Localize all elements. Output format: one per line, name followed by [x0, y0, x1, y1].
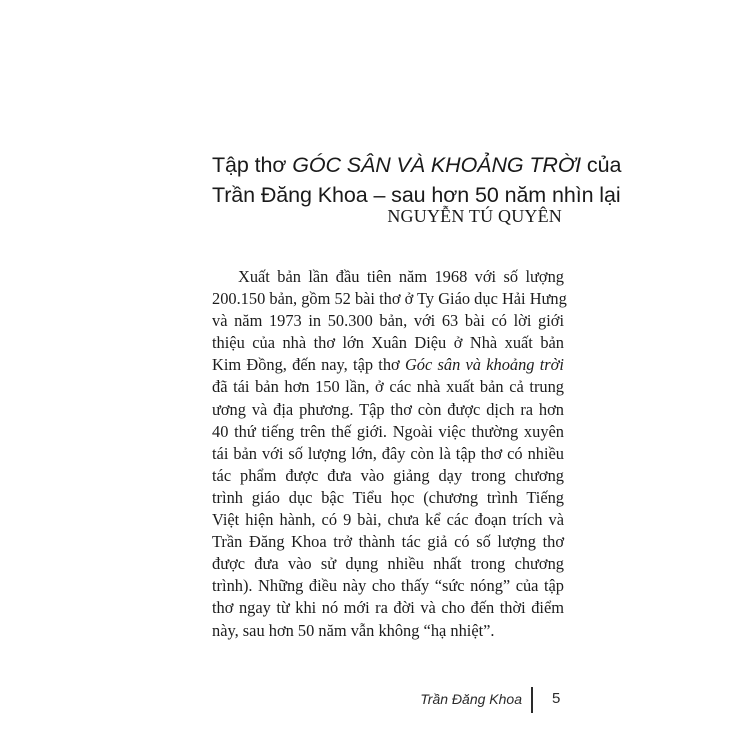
- body-paragraph: [212, 266, 567, 642]
- body-line: trình giáo dục bậc Tiểu học (chương trình Tiếng: [212, 487, 564, 507]
- page-number: 5: [552, 690, 561, 707]
- body-line: được đưa vào sử dụng nhiều nhất trong chương: [212, 554, 564, 574]
- chapter-title: [212, 150, 622, 210]
- footer-divider: [531, 687, 533, 713]
- body-line-text: Kim Đồng, đến nay, tập thơ: [212, 355, 405, 375]
- body-line: ương và địa phương. Tập thơ còn được dịch ra hơn: [212, 399, 564, 419]
- author-name: NGUYỄN TÚ QUYÊN: [387, 206, 562, 226]
- title-suffix: của: [581, 153, 622, 177]
- body-line: 40 thứ tiếng trên thế giới. Ngoài việc thường xuyên: [212, 421, 564, 441]
- body-line: thơ ngay từ khi nó mới ra đời và cho đến thời điểm: [212, 598, 564, 618]
- body-book-name: Góc sân và khoảng trời: [404, 355, 564, 375]
- body-line: tái bản với số lượng lớn, đây còn là tập thơ có nhiều: [212, 443, 564, 463]
- body-line: đã tái bản hơn 150 lần, ở các nhà xuất bản cả trung: [212, 377, 564, 397]
- body-line: [212, 354, 564, 376]
- title-prefix: Tập thơ: [212, 153, 293, 177]
- chapter-title-line-2: Trần Đăng Khoa – sau hơn 50 năm nhìn lại: [212, 183, 621, 207]
- body-line: Trần Đăng Khoa trở thành tác giả có số lượng thơ: [212, 532, 564, 552]
- body-line: này, sau hơn 50 năm vẫn không “hạ nhiệt”.: [212, 620, 495, 640]
- body-line: thiệu của nhà thơ lớn Xuân Diệu ở Nhà xuất bản: [212, 333, 564, 353]
- body-line: và năm 1973 in 50.300 bản, với 63 bài có lời giới: [212, 311, 564, 331]
- title-book-name: GÓC SÂN VÀ KHOẢNG TRỜI: [292, 153, 582, 177]
- body-line: 200.150 bản, gồm 52 bài thơ ở Ty Giáo dục Hải Hưng: [212, 289, 567, 309]
- chapter-title-line-1: [212, 150, 622, 180]
- body-line: Việt hiện hành, có 9 bài, chưa kể các đoạn trích và: [212, 510, 564, 530]
- body-line: Xuất bản lần đầu tiên năm 1968 với số lượng: [238, 267, 564, 286]
- running-footer-title: Trần Đăng Khoa: [420, 691, 522, 707]
- body-line: tác phẩm được đưa vào giảng dạy trong chương: [212, 465, 564, 485]
- body-line: trình). Những điều này cho thấy “sức nóng” của tập: [212, 576, 564, 596]
